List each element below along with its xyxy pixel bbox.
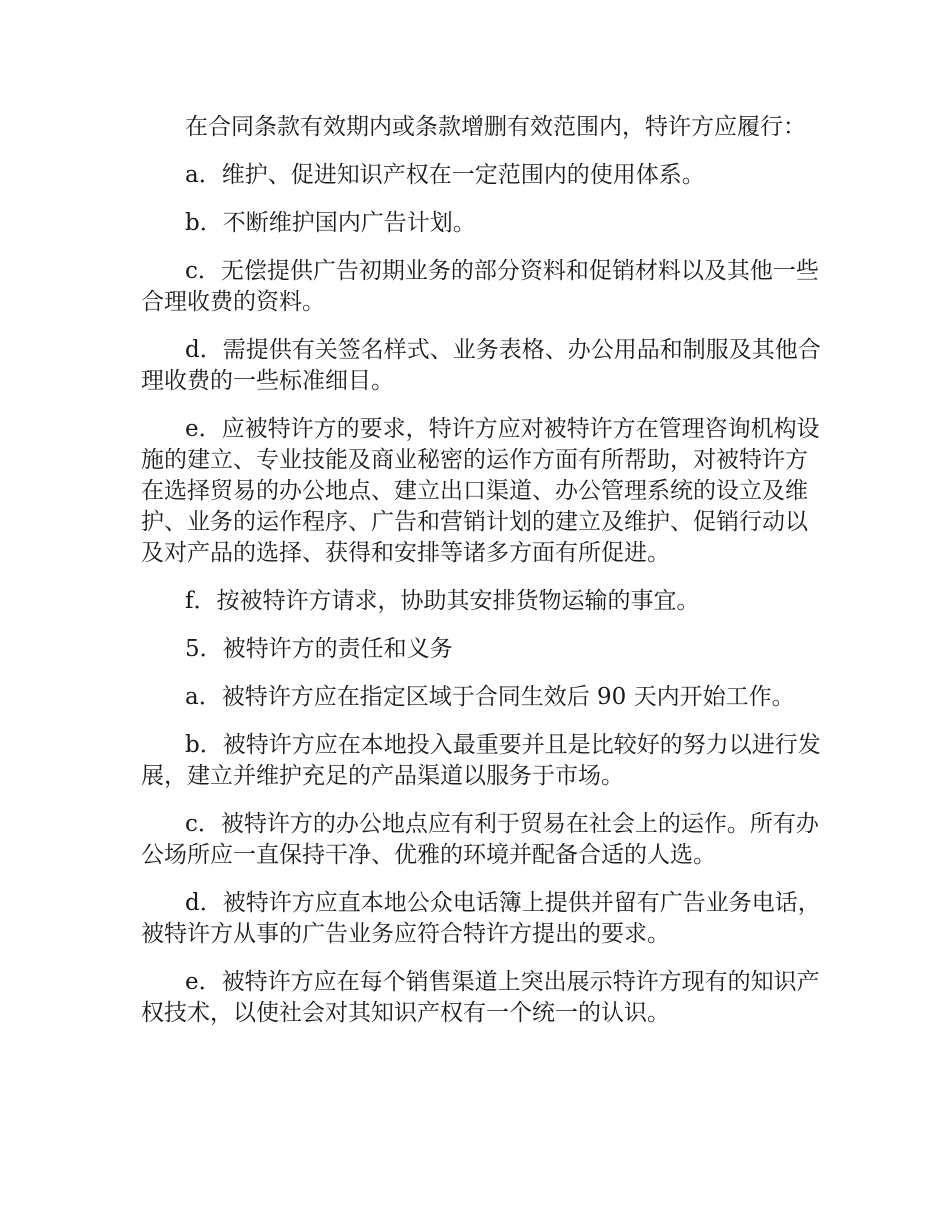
paragraph-licensor-duty-b: b．不断维护国内广告计划。 (185, 210, 476, 236)
paragraph-licensor-duty-e: e．应被特许方的要求，特许方应对被特许方在管理咨询机构设施的建立、专业技能及商业秘密的运作方面有所帮助，对被特许方在选择贸易的办公地点、建立出口渠道、办公管理系统的设立及维护、业务的运作程序、广告和营销计划的建立及维护、促销行动以及对产品的选择、获得和安排等诸多方面有所促进。 (141, 416, 820, 566)
paragraph-licensee-duty-d: d．被特许方应直本地公众电话簿上提供并留有广告业务电话，被特许方从事的广告业务应符合特许方提出的要求。 (141, 890, 821, 947)
section-heading-licensee-duties: 5．被特许方的责任和义务 (185, 636, 453, 662)
paragraph-licensor-duty-a: a．维护、促进知识产权在一定范围内的使用体系。 (185, 162, 705, 188)
paragraph-licensee-duty-a: a．被特许方应在指定区域于合同生效后 90 天内开始工作。 (185, 684, 795, 710)
paragraph-licensor-duty-c: c．无偿提供广告初期业务的部分资料和促销材料以及其他一些合理收费的资料。 (141, 258, 819, 315)
paragraph-licensee-duty-b: b．被特许方应在本地投入最重要并且是比较好的努力以进行发展，建立并维护充足的产品渠道以服务于市场。 (141, 732, 821, 789)
paragraph-licensor-duty-d: d．需提供有关签名样式、业务表格、办公用品和制服及其他合理收费的一些标准细目。 (141, 337, 821, 394)
paragraph-licensor-duties-intro: 在合同条款有效期内或条款增删有效范围内，特许方应履行： (185, 114, 806, 140)
paragraph-licensor-duty-f: f．按被特许方请求，协助其安排货物运输的事宜。 (185, 588, 700, 614)
paragraph-licensee-duty-e: e．被特许方应在每个销售渠道上突出展示特许方现有的知识产权技术，以使社会对其知识产权有一个统一的认识。 (141, 969, 820, 1026)
paragraph-licensee-duty-c: c．被特许方的办公地点应有利于贸易在社会上的运作。所有办公场所应一直保持干净、优雅的环境并配备合适的人选。 (141, 811, 819, 868)
document-body (141, 112, 825, 1046)
